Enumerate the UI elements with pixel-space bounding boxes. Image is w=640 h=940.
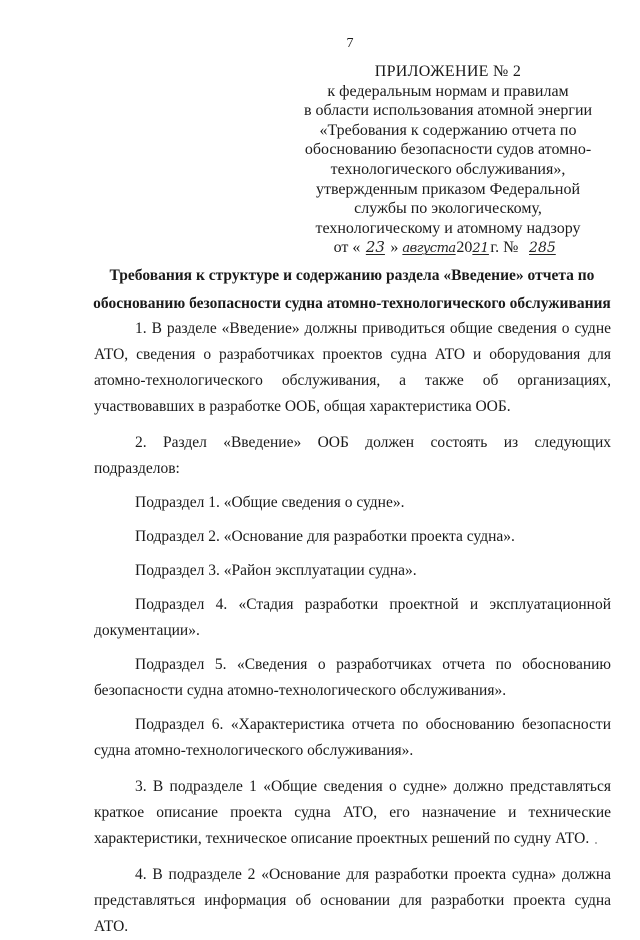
- appendix-line: технологического обслуживания»,: [330, 160, 566, 178]
- subsection-item: Подраздел 3. «Район эксплуатации судна».: [135, 562, 417, 579]
- appendix-line: службы по экологическому,: [354, 200, 542, 218]
- paragraph: 3. В подразделе 1 «Общие сведения о судне» должно представляться краткое описание проекта судна АТО, его назначение и технические характеристики, техническое описание проектных решений по судну АТО.: [94, 778, 611, 847]
- appendix-line: к федеральным нормам и правилам: [327, 82, 569, 100]
- handwritten-order-number: 285: [529, 240, 556, 257]
- appendix-block: [290, 62, 606, 259]
- heading-line: Требования к структуре и содержанию раздела «Введение» отчета по: [109, 267, 595, 284]
- appendix-line: утвержденным приказом Федеральной: [315, 180, 581, 198]
- appendix-line: «Требования к содержанию отчета по: [319, 121, 577, 139]
- paragraph: 2. Раздел «Введение» ООБ должен состоять из следующих подразделов:: [94, 434, 611, 477]
- date-mid: »: [390, 239, 403, 257]
- subsection-item: Подраздел 4. «Стадия разработки проектной и эксплуатационной документации».: [94, 596, 611, 639]
- document-body: [94, 316, 611, 940]
- subsection-item: Подраздел 6. «Характеристика отчета по обоснованию безопасности судна атомно-технологического обслуживания».: [94, 716, 611, 759]
- order-date-line: [290, 238, 606, 259]
- paragraph: 4. В подразделе 2 «Основание для разработки проекта судна» должна представляться информация об основании для разработки проекта судна АТО.: [94, 866, 611, 935]
- subsection-item: Подраздел 2. «Основание для разработки проекта судна».: [135, 528, 515, 545]
- number-prefix: г. №: [486, 239, 523, 257]
- appendix-title: ПРИЛОЖЕНИЕ № 2: [374, 63, 522, 80]
- heading-line: обоснованию безопасности судна атомно-технологического обслуживания: [93, 295, 611, 312]
- date-prefix: от «: [333, 239, 361, 257]
- handwritten-day: 23: [365, 238, 385, 257]
- paragraph: 1. В разделе «Введение» должны приводиться общие сведения о судне АТО, сведения о разработчиках проектов судна АТО и оборудования для атомно-технологического обслуживания, а также об организациях, участвовавших в разработке ООБ, общая характеристика ООБ.: [94, 320, 611, 415]
- subsection-item: Подраздел 5. «Сведения о разработчиках отчета по обоснованию безопасности судна атомно-технологического обслуживания».: [94, 656, 611, 699]
- scan-speck: [595, 842, 597, 844]
- page-number: 7: [346, 36, 354, 51]
- handwritten-month: августа: [402, 241, 456, 257]
- appendix-line: в области использования атомной энергии: [303, 102, 593, 120]
- appendix-line: обоснованию безопасности судов атомно-: [304, 141, 592, 159]
- section-heading: [92, 262, 612, 318]
- handwritten-year: 21: [472, 241, 489, 257]
- appendix-line: технологическому и атомному надзору: [315, 219, 581, 237]
- subsection-item: Подраздел 1. «Общие сведения о судне».: [135, 494, 405, 511]
- year-prefix: 20: [452, 239, 473, 257]
